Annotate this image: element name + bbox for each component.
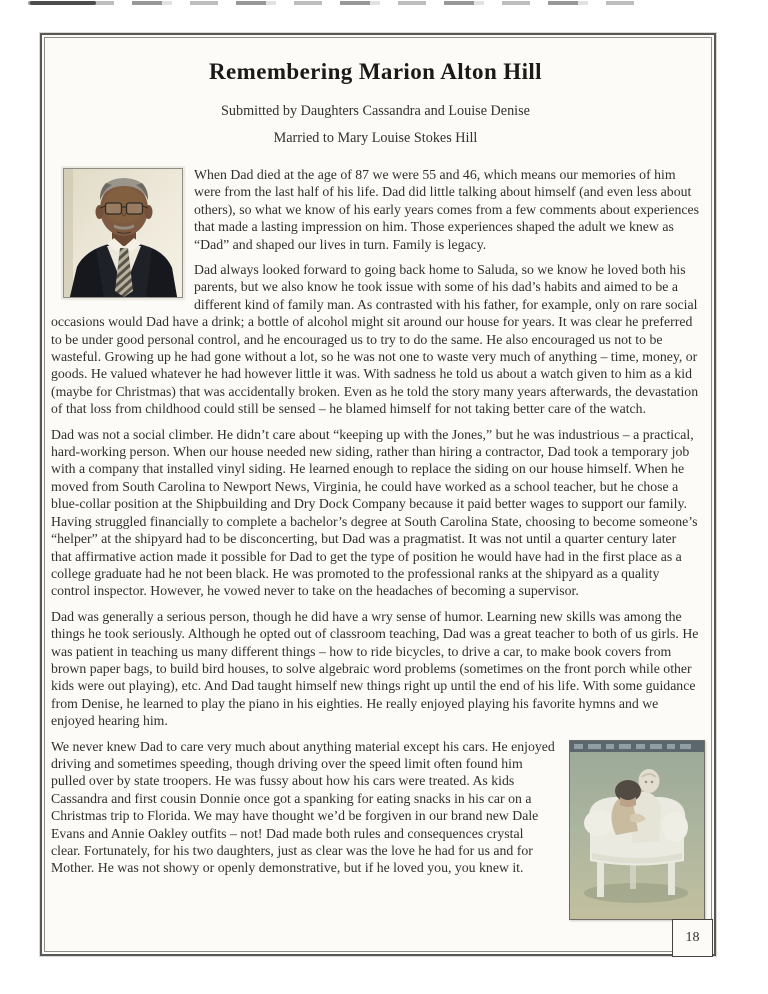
page-number-box [672, 919, 713, 957]
page-title: Remembering Marion Alton Hill [209, 59, 542, 84]
portrait-photo-art [64, 169, 182, 297]
subtitle-line-2: Married to Mary Louise Stokes Hill [273, 129, 478, 146]
bench-photo [569, 740, 705, 920]
bench-photo-art [570, 741, 704, 919]
paragraph-2: Dad always looked forward to going back home to Saluda, so we know he loved both his parents, but we also know he took issue with some of his dad’s habits and aimed to be a different kind of family man. As contrasted with his father, for example, only on rare social occasions would Dad have a drink; a bottle of alcohol might sit around our house for years. It was clear he preferred to be under good personal control, and he encouraged us to try to do the same. He also encouraged us not to be wasteful. Growing up he had gone without a lot, so he was not one to waste very much of anything – time, money, or goods. He valued whatever he had however little it was. With sadness he told us about a watch given to him as a kid (maybe for Christmas) that was accidentally broken. Even as he told the story many years afterwards, the devastation of that loss from childhood could still be sensed – he blamed himself for not taking better care of the watch. [51, 262, 699, 417]
subtitle-line-1: Submitted by Daughters Cassandra and Louise Denise [221, 103, 530, 119]
subtitle-block [51, 98, 700, 152]
paragraph-1: When Dad died at the age of 87 we were 55 and 46, which means our memories of him were from the last half of his life. Dad did little talking about himself (and even less about others), so what we know of his early years comes from a few comments about experiences that made a lasting impression on him. Those experiences shaped the adult we knew as “Dad” and shaped our lives in turn. Family is legacy. [194, 166, 699, 252]
portrait-photo [63, 168, 183, 298]
paragraph-3: Dad was not a social climber. He didn’t care about “keeping up with the Jones,” but he was industrious – a practical, hard-working person. When our house needed new siding, rather than hiring a contractor, Dad took a temporary job with a company that installed vinyl siding. He learned enough to replace the siding on our house himself. When he moved from South Carolina to Newport News, Virginia, he could have worked as a school teacher, but he chose a blue-collar position at the Shipbuilding and Dry Dock Company because it paid better wages to support our family. Having struggled financially to complete a bachelor’s degree at South Carolina State, choosing to become someone’s “helper” at the shipyard had to be disconcerting, but Dad was a pragmatist. It was not until a quarter century later that affirmative action made it possible for Dad to get the type of position he would have had in the first place as a college graduate had he not been black. He was promoted to the professional ranks at the shipyard as a quality control inspector. However, he vowed never to take on the headaches of becoming a supervisor. [51, 426, 698, 599]
page-frame [40, 33, 716, 956]
paragraph-4: Dad was generally a serious person, though he did have a wry sense of humor. Learning new skills was among the things he took seriously. Although he opted out of classroom teaching, Dad was a great teacher to both of us girls. He was patient in teaching us many different things – how to ride bicycles, to drive a car, to make book covers from brown paper bags, to build bird houses, to solve algebraic word problems (sometimes on the front porch while other kids were out playing), etc. And Dad taught himself new things right up until the end of his life. With some guidance from Denise, he learned to play the piano in his eighties. He really enjoyed playing his favorite hymns and we enjoyed hearing him. [51, 608, 699, 729]
page-number: 18 [685, 930, 700, 945]
article-body [51, 166, 700, 924]
scanner-edge-artifact [28, 1, 642, 5]
page-content [42, 35, 714, 954]
paragraph-5: We never knew Dad to care very much about anything material except his cars. He enjoyed driving and sometimes speeding, though driving over the speed limit often found him pulled over by state troopers. He was fussy about how his cars were treated. As kids Cassandra and first cousin Donnie once got a spanking for eating snacks in his car on a Christmas trip to Florida. We may have thought we’d be forgiven in our brand new Dale Evans and Annie Oakley outfits – not! Dad made both rules and consequences crystal clear. Fortunately, for his two daughters, just as clear was the love he had for us and for Mother. He was not showy or openly demonstrative, but if he loved you, you knew it. [51, 738, 555, 876]
scanner-edge-artifact-dark [30, 1, 96, 5]
